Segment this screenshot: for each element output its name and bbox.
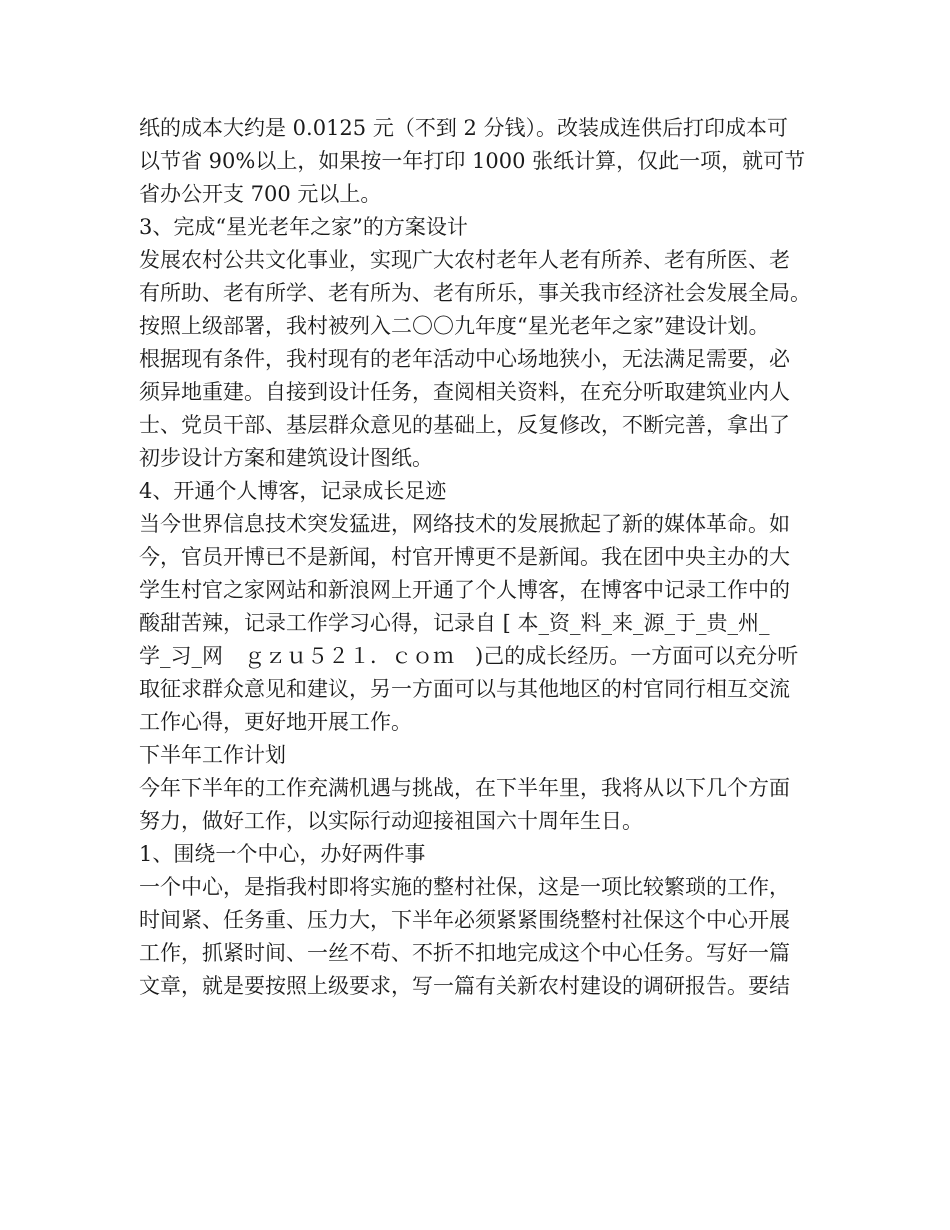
text-line: 酸甜苦辣，记录工作学习心得，记录自 [ 本_资_料_来_源_于_贵_州_: [139, 611, 770, 635]
text-line: 今，官员开博已不是新闻，村官开博更不是新闻。我在团中央主办的大: [139, 545, 790, 569]
section-heading: 4、开通个人博客，记录成长足迹: [139, 479, 447, 503]
text-line: 须异地重建。自接到设计任务，查阅相关资料，在充分听取建筑业内人: [139, 380, 790, 404]
text-line: 士、党员干部、基层群众意见的基础上，反复修改，不断完善，拿出了: [139, 413, 790, 437]
text-line: 取征求群众意见和建议，另一方面可以与其他地区的村官同行相互交流: [139, 677, 790, 701]
text-line: 学生村官之家网站和新浪网上开通了个人博客，在博客中记录工作中的: [139, 578, 790, 602]
text-line: 省办公开支 700 元以上。: [139, 182, 382, 206]
text-line: 努力，做好工作，以实际行动迎接祖国六十周年生日。: [139, 809, 643, 833]
text-line: 工作心得，更好地开展工作。: [139, 710, 412, 734]
body-text: [139, 112, 829, 1003]
text-line: 当今世界信息技术突发猛进，网络技术的发展掀起了新的媒体革命。如: [139, 512, 790, 536]
text-line: 学_习_网 ｇｚｕ５２１．ｃｏｍ )己的成长经历。一方面可以充分听: [139, 644, 799, 668]
text-line: 工作，抓紧时间、一丝不苟、不折不扣地完成这个中心任务。写好一篇: [139, 941, 790, 965]
text-line: 一个中心，是指我村即将实施的整村社保，这是一项比较繁琐的工作，: [139, 875, 790, 899]
text-line: 按照上级部署，我村被列入二〇〇九年度“星光老年之家”建设计划。: [139, 314, 770, 338]
text-line: 根据现有条件，我村现有的老年活动中心场地狭小，无法满足需要，必: [139, 347, 790, 371]
text-line: 时间紧、任务重、压力大，下半年必须紧紧围绕整村社保这个中心开展: [139, 908, 790, 932]
text-line: 今年下半年的工作充满机遇与挑战，在下半年里，我将从以下几个方面: [139, 776, 790, 800]
text-line: 以节省 90%以上，如果按一年打印 1000 张纸计算，仅此一项，就可节: [139, 149, 806, 173]
text-line: 初步设计方案和建筑设计图纸。: [139, 446, 433, 470]
section-heading: 下半年工作计划: [139, 743, 286, 767]
section-heading: 1、围绕一个中心，办好两件事: [139, 842, 426, 866]
text-line: 文章，就是要按照上级要求，写一篇有关新农村建设的调研报告。要结: [139, 974, 790, 998]
text-line: 纸的成本大约是 0.0125 元（不到 2 分钱）。改装成连供后打印成本可: [139, 116, 789, 140]
section-heading: 3、完成“星光老年之家”的方案设计: [139, 215, 468, 239]
text-line: 发展农村公共文化事业，实现广大农村老年人老有所养、老有所医、老: [139, 248, 790, 272]
text-line: 有所助、老有所学、老有所为、老有所乐，事关我市经济社会发展全局。: [139, 281, 811, 305]
